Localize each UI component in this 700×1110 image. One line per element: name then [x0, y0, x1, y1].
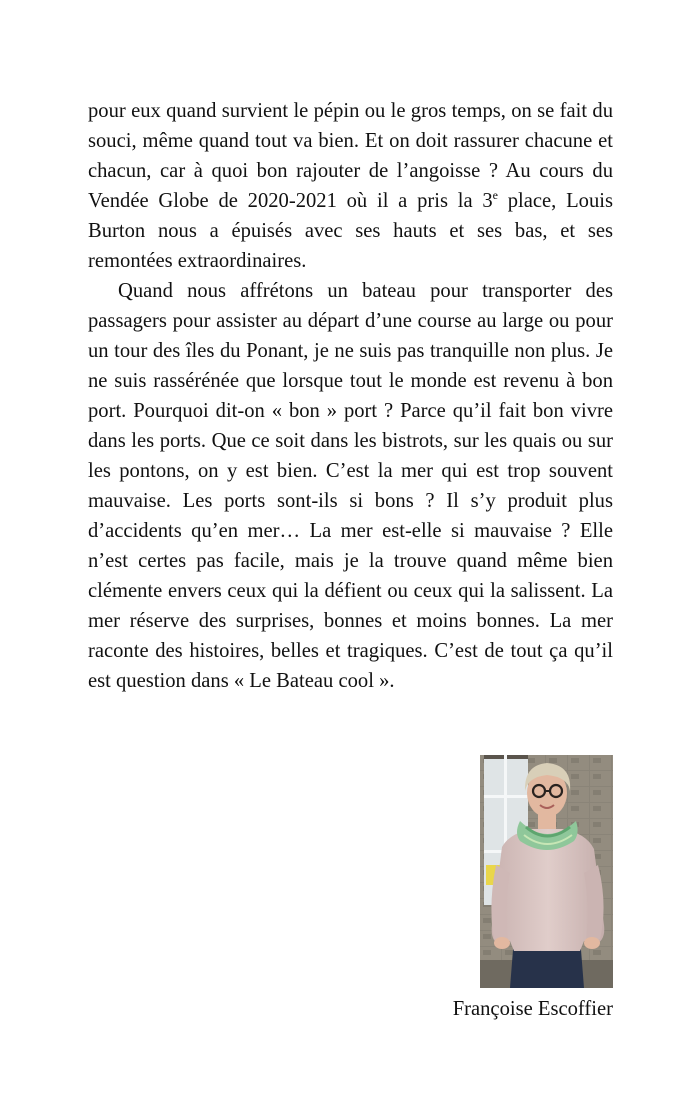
ordinal-superscript: e: [492, 188, 498, 202]
author-name-caption: Françoise Escoffier: [452, 998, 613, 1020]
paragraph-2: Quand nous affrétons un bateau pour transporter des passagers pour assister au départ d’une course au large ou pour un tour des îles du Ponant, je ne suis pas tranquille non plus. Je ne suis rassérénée que lorsque tout le monde est revenu à bon port. Pourquoi dit-on « bon » port ? Parce qu’il fait bon vivre dans les ports. Que ce soit dans les bistrots, sur les quais ou sur les pontons, on y est bien. C’est la mer qui est trop souvent mauvaise. Les ports sont-ils si bons ? Il s’y produit plus d’accidents qu’en mer… La mer est-elle si mauvaise ? Elle n’est certes pas facile, mais je la trouve quand même bien clémente envers ceux qui la défient ou ceux qui la salissent. La mer réserve des surprises, bonnes et moins bonnes. La mer raconte des histoires, belles et tragiques. C’est de tout ça qu’il est question dans « Le Bateau cool ».: [88, 280, 613, 692]
photo-hand-right: [584, 937, 600, 949]
author-photo: [480, 755, 613, 988]
body-text: [88, 96, 613, 696]
photo-hand-left: [494, 937, 510, 949]
author-portrait-illustration: [480, 755, 613, 988]
paragraph-1-text-before: pour eux quand survient le pépin ou le gros temps, on se fait du souci, même quand tout va bien. Et on doit rassurer chacune et chacun, car à quoi bon rajouter de l’angoisse ? Au cours du Vendée Globe de 2020-2021 où il a pris la 3: [88, 100, 613, 212]
paragraph-1-text-after: place, Louis Burton nous a épuisés avec ses hauts et ses bas, et ses remontées extraordinaires.: [88, 190, 613, 272]
paragraph-continued: [88, 96, 613, 276]
